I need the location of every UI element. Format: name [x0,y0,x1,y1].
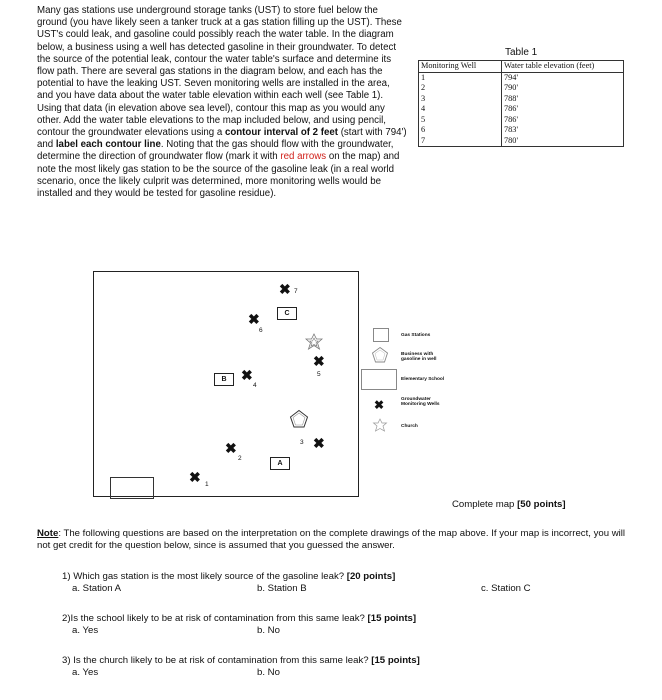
well-x-icon: ✖ [248,311,260,327]
note-paragraph [37,528,637,552]
table-cell: 2 [419,83,502,94]
intro-text-2: (start with 794') and [37,127,407,151]
table-cell: 786' [502,104,624,115]
option-1b[interactable]: b. Station B [257,583,307,594]
table-cell: 3 [419,94,502,105]
option-1c[interactable]: c. Station C [481,583,531,594]
business-legend-icon [371,346,389,364]
table-cell: 794' [502,72,624,83]
table-cell: 7 [419,136,502,147]
well-x-icon: ✖ [313,353,325,369]
complete-map-label [452,499,566,510]
table-cell: 1 [419,72,502,83]
intro-text-3: . Noting that the gas should flow with the groundwater, determine the direction of groundwater flow (mark it with [37,139,394,163]
intro-text-1: Many gas stations use underground storage tanks (UST) to store fuel below the ground (you have likely seen a tanker truck at a gas station filling up the UST). These UST's could leak, and gasoline could possibly reach the water table. In the diagram below, a business using a well has detected gasoline in their groundwater. To detect the source of the potential leak, contour the water table's surface and determine its flow path. There are several gas stations in the diagram below, and each has the potential to have the leaking UST. Seven monitoring wells are installed in the area, and you have data about the water table elevation within each well (see Table 1). Using that data (in elevation above sea level), contour this map as you would any other. Add the water table elevations to the map included below, and using pencil, contour the groundwater elevations using a [37,5,402,139]
table-row [419,115,624,126]
well-label-4: 4 [253,382,257,389]
well-label-6: 6 [259,327,263,334]
intro-bold-2: label each contour line [55,139,161,151]
well-x-icon: ✖ [189,469,201,485]
option-2a[interactable]: a. Yes [72,625,99,636]
table-row [419,136,624,147]
gas-station-b [214,373,234,386]
gas-station-a [270,457,290,470]
well-label-5: 5 [317,371,321,378]
question-points: [20 points] [346,571,396,582]
well-label-3: 3 [300,439,304,446]
well-x-icon: ✖ [313,435,325,451]
legend-business: Business with gasoline in well [401,352,437,363]
question-text: 1) Which gas station is the most likely source of the gasoline leak? [62,571,347,582]
table-row [419,83,624,94]
table-cell: 6 [419,125,502,136]
intro-bold-1: contour interval of 2 feet [224,127,338,139]
note-label: Note [37,528,59,539]
legend-school: Elementary School [401,377,445,382]
table-cell: 5 [419,115,502,126]
well-label-1: 1 [205,481,209,488]
well-x-icon: ✖ [225,440,237,456]
well-label-7: 7 [294,288,298,295]
table-header-elevation: Water table elevation (feet) [502,61,624,73]
question-3 [62,655,420,666]
table-row [419,72,624,83]
gas-station-label: C [284,310,290,317]
well-legend-icon: ✖ [374,398,385,412]
note-text: : The following questions are based on the interpretation on the complete drawings of the map above. If your map is incorrect, you will not get credit for the question below, since is assumed that you guessed the answer. [37,528,626,552]
church-icon [304,333,324,353]
business-icon [289,409,309,429]
question-points: [15 points] [371,655,420,666]
legend-church: Church [401,424,418,429]
table-cell: 780' [502,136,624,147]
intro-text-4: on the map) and note the most likely gas station to be the source of the gasoline leak (in a real world scenario, once the likely culprit was determined, more monitoring wells would be installed and they would be tested for gasoline residue). [37,151,400,200]
table-cell: 790' [502,83,624,94]
gas-station-label: A [277,460,283,467]
option-3b[interactable]: b. No [257,667,280,678]
table-header-well: Monitoring Well [419,61,502,73]
question-2 [62,613,416,624]
intro-paragraph [37,5,407,200]
table-cell: 783' [502,125,624,136]
gas-station-c [277,307,297,320]
complete-map-text: Complete map [452,499,518,510]
gas-station-legend-icon [373,328,389,342]
well-x-icon: ✖ [279,281,291,297]
well-label-2: 2 [238,455,242,462]
question-points: [15 points] [367,613,417,624]
table-row [419,125,624,136]
table-cell: 788' [502,94,624,105]
option-1a[interactable]: a. Station A [72,583,122,594]
question-text: 2)Is the school likely to be at risk of contamination from this same leak? [62,613,368,624]
table-row [419,94,624,105]
question-1 [62,571,395,582]
table-cell: 4 [419,104,502,115]
church-legend-icon [372,418,388,434]
school-legend-icon [361,369,397,390]
school-icon [110,477,154,499]
intro-red-text: red arrows [280,151,327,163]
legend-gas: Gas Stations [401,333,431,338]
well-elevation-table [418,60,624,147]
option-3a[interactable]: a. Yes [72,667,99,678]
table-cell: 786' [502,115,624,126]
legend-wells: Groundwater Monitoring Wells [401,397,440,408]
question-text: 3) Is the church likely to be at risk of contamination from this same leak? [62,655,372,666]
complete-map-points: [50 points] [517,499,566,510]
table-row [419,104,624,115]
table-header-row [419,61,624,73]
table-caption: Table 1 [505,47,538,58]
option-2b[interactable]: b. No [257,625,280,636]
well-x-icon: ✖ [241,367,253,383]
gas-station-label: B [221,376,227,383]
